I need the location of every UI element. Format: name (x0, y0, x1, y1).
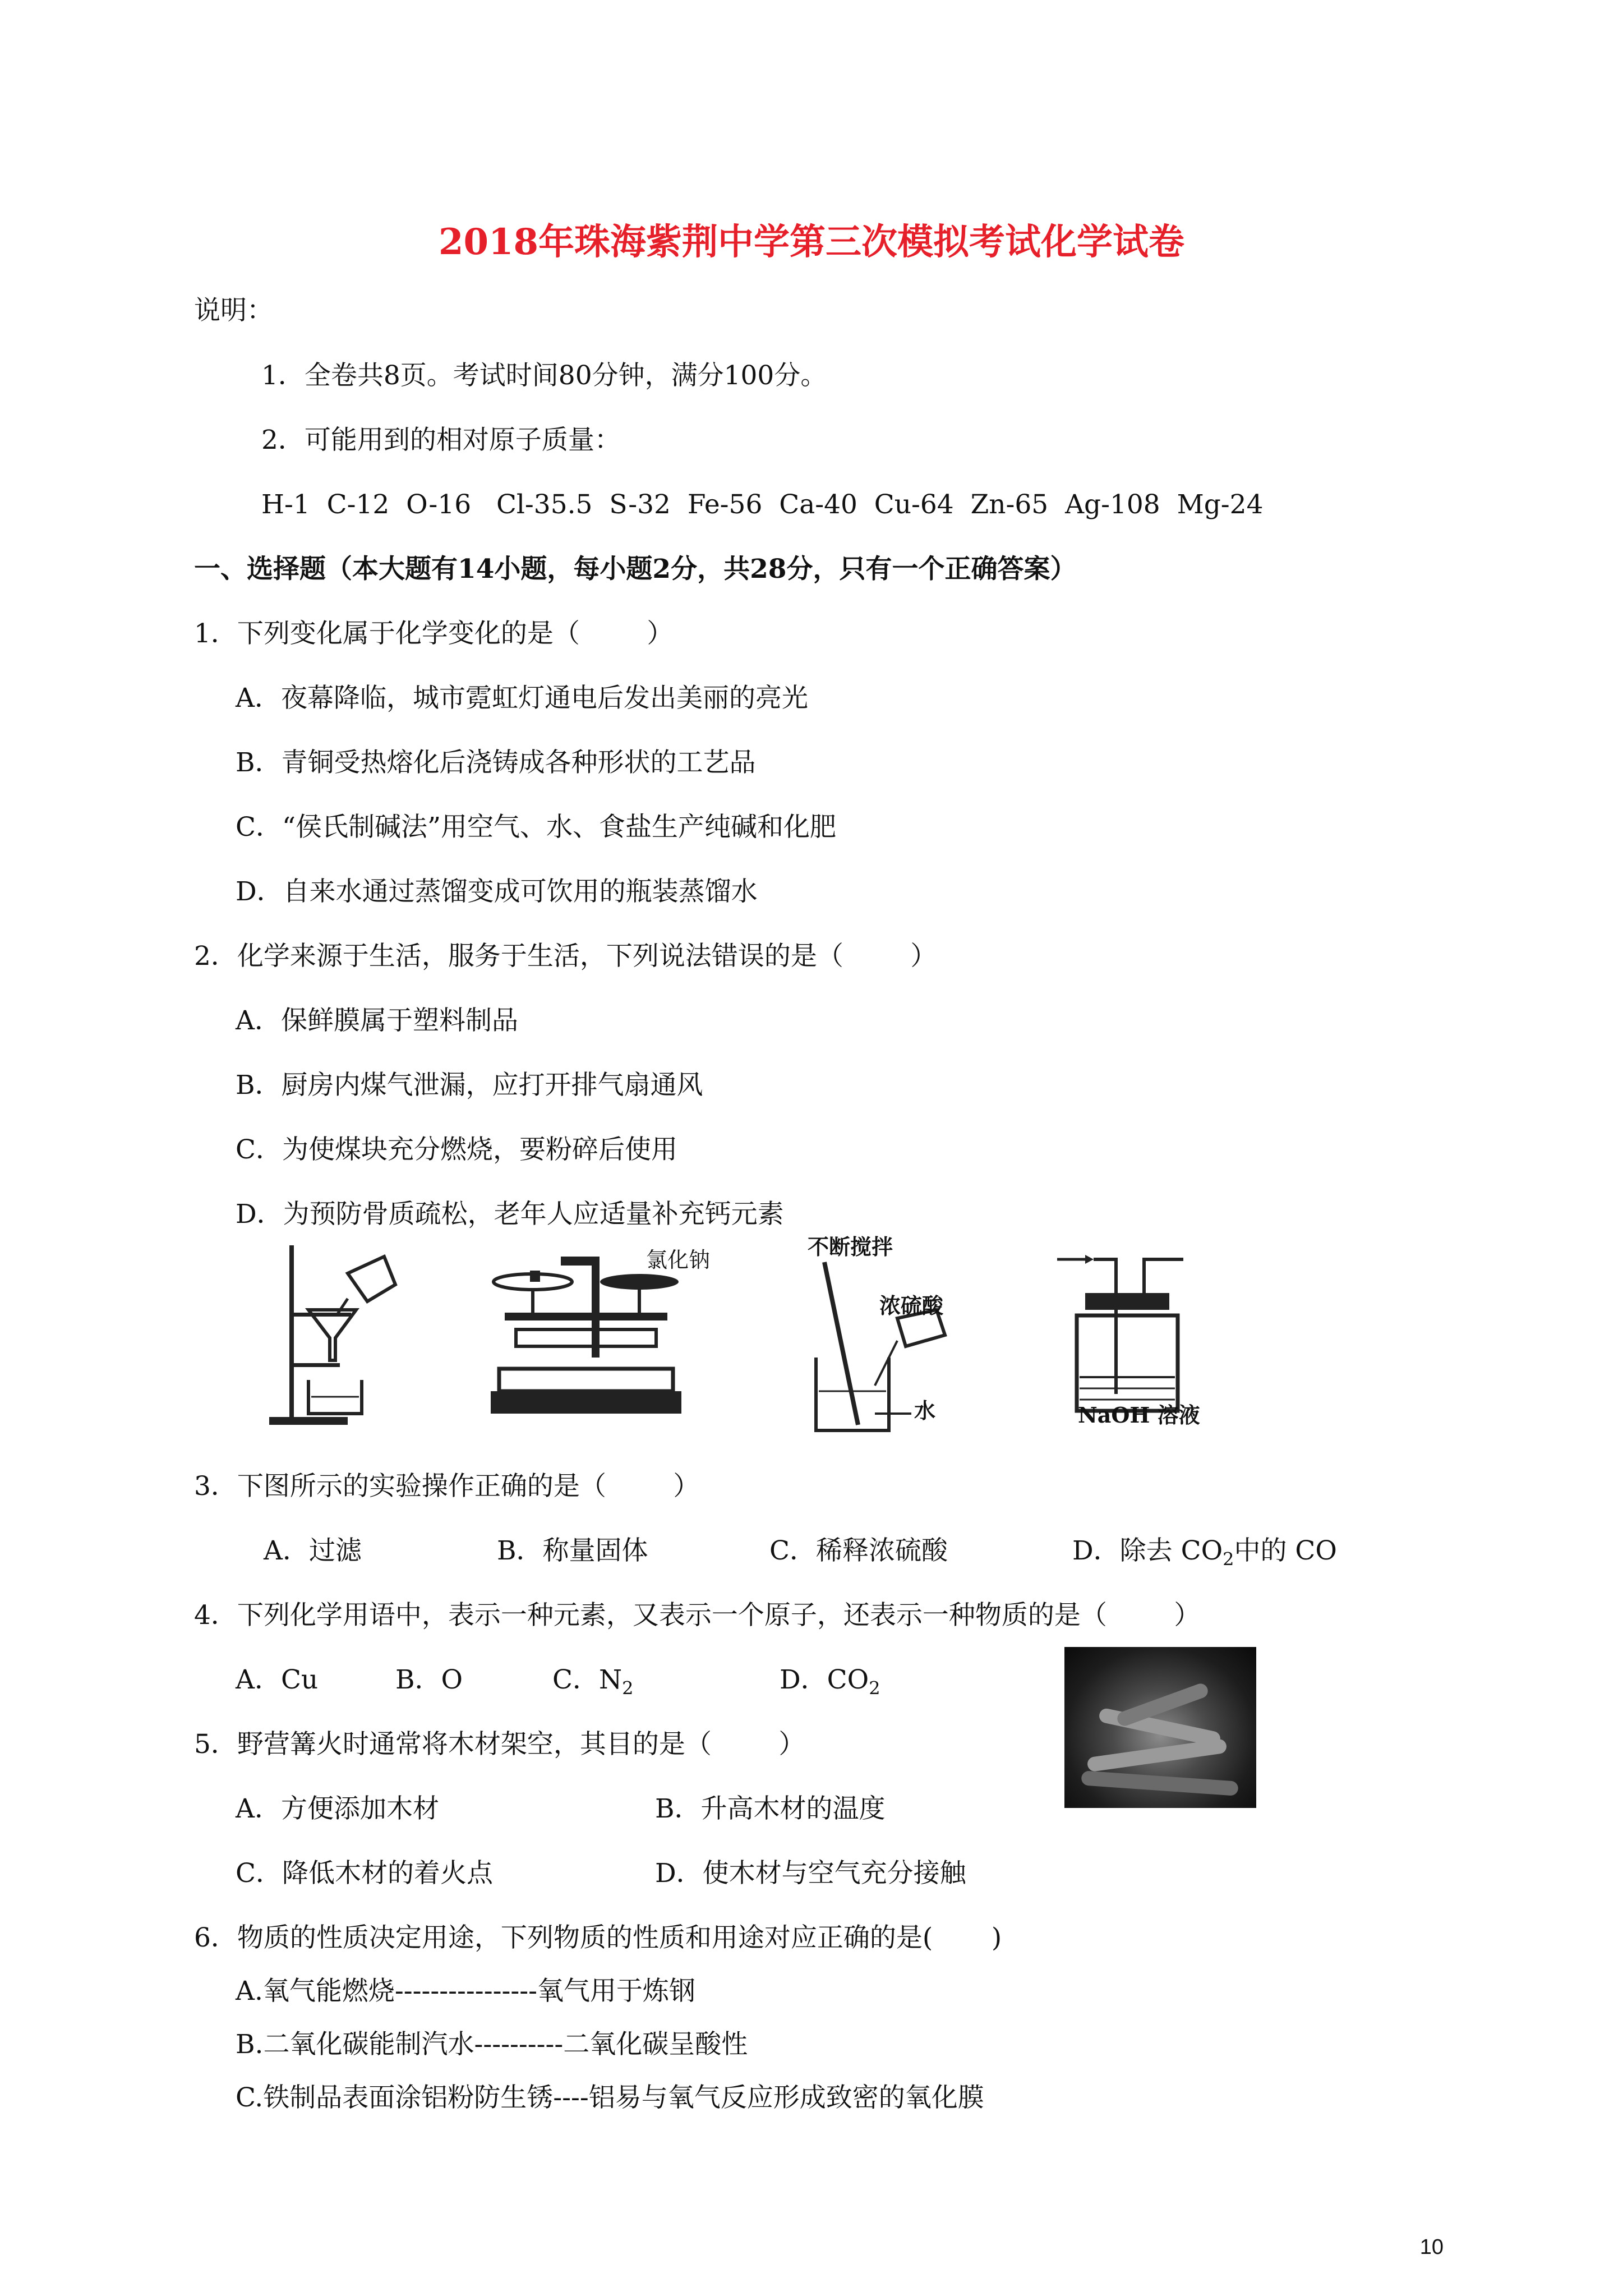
q6-option-a: A.氧气能燃烧----------------氧气用于炼钢 (236, 1976, 695, 2007)
q4-option-c: C．$N_2$ (552, 1664, 634, 1699)
balance-figure (482, 1251, 684, 1430)
q6-option-c: C.铁制品表面涂铝粉防生锈----铝易与氧气反应形成致密的氧化膜 (236, 2082, 984, 2113)
q5-option-b: B．升高木材的温度 (655, 1793, 886, 1824)
q1-stem: 1．下列变化属于化学变化的是（ ） (194, 618, 674, 649)
balance-label: 氯化钠 (646, 1248, 711, 1272)
q1-option-b: B．青铜受热熔化后浇铸成各种形状的工艺品 (236, 747, 756, 778)
q4-option-a: A．Cu (236, 1664, 319, 1695)
q5-option-d: D．使木材与空气充分接触 (655, 1858, 966, 1889)
q3-option-d: D．除去 $CO_2$中的 CO (1072, 1535, 1337, 1570)
q2-option-c: C．为使煤块充分燃烧，要粉碎后使用 (236, 1134, 677, 1165)
q2-option-a: A．保鲜膜属于塑料制品 (236, 1005, 518, 1036)
naoh-label: NaOH 溶液 (1078, 1402, 1200, 1428)
acid-label: 浓硫酸 (879, 1293, 944, 1318)
instruction-item-2: 2．可能用到的相对原子质量： (261, 425, 621, 455)
stir-label: 不断搅拌 (808, 1234, 893, 1259)
q1-option-a: A．夜幕降临，城市霓虹灯通电后发出美丽的亮光 (236, 683, 808, 714)
q3-option-c: C．稀释浓硫酸 (769, 1535, 948, 1566)
filtration-figure (258, 1240, 404, 1430)
section-heading: 一、选择题（本大题有14小题，每小题2分，共28分，只有一个正确答案） (194, 554, 1077, 585)
q6-stem: 6．物质的性质决定用途，下列物质的性质和用途对应正确的是( ) (194, 1922, 1002, 1953)
q2-stem: 2．化学来源于生活，服务于生活，下列说法错误的是（ ） (194, 941, 937, 972)
instruction-item-1: 1．全卷共8页。考试时间80分钟，满分100分。 (261, 360, 827, 391)
q4-stem: 4．下列化学用语中，表示一种元素，又表示一个原子，还表示一种物质的是（ ） (194, 1600, 1201, 1631)
q1-option-d: D．自来水通过蒸馏变成可饮用的瓶装蒸馏水 (236, 876, 758, 907)
q4-option-b: B．O (395, 1664, 463, 1695)
q6-option-b: B.二氧化碳能制汽水----------二氧化碳呈酸性 (236, 2029, 748, 2060)
gas-washing-bottle-figure (1054, 1248, 1200, 1422)
q2-option-b: B．厨房内煤气泄漏，应打开排气扇通风 (236, 1070, 703, 1101)
q5-stem: 5．野营篝火时通常将木材架空，其目的是（ ） (194, 1729, 805, 1760)
q3-option-a: A．过滤 (264, 1535, 362, 1566)
q1-option-c: C．“侯氏制碱法”用空气、水、食盐生产纯碱和化肥 (236, 812, 837, 843)
water-label: 水 (914, 1398, 936, 1423)
instructions-heading: 说明： (194, 295, 273, 326)
q4-option-d: D．$CO_2$ (780, 1664, 880, 1699)
q3-stem: 3．下图所示的实验操作正确的是（ ） (194, 1471, 700, 1502)
page-number: 10 (1419, 2235, 1444, 2259)
q2-option-d: D．为预防骨质疏松，老年人应适量补充钙元素 (236, 1199, 784, 1230)
atomic-masses: H-1 C-12 O-16 Cl-35.5 S-32 Fe-56 Ca-40 Cu-64 Zn-65 Ag-108 Mg-24 (261, 489, 1264, 520)
q3-option-b: B．称量固体 (497, 1535, 648, 1566)
exam-title: 2018年珠海紫荆中学第三次模拟考试化学试卷 (438, 221, 1185, 263)
q5-option-a: A．方便添加木材 (236, 1793, 439, 1824)
q5-option-c: C．降低木材的着火点 (236, 1858, 493, 1889)
campfire-photo (1064, 1647, 1256, 1808)
